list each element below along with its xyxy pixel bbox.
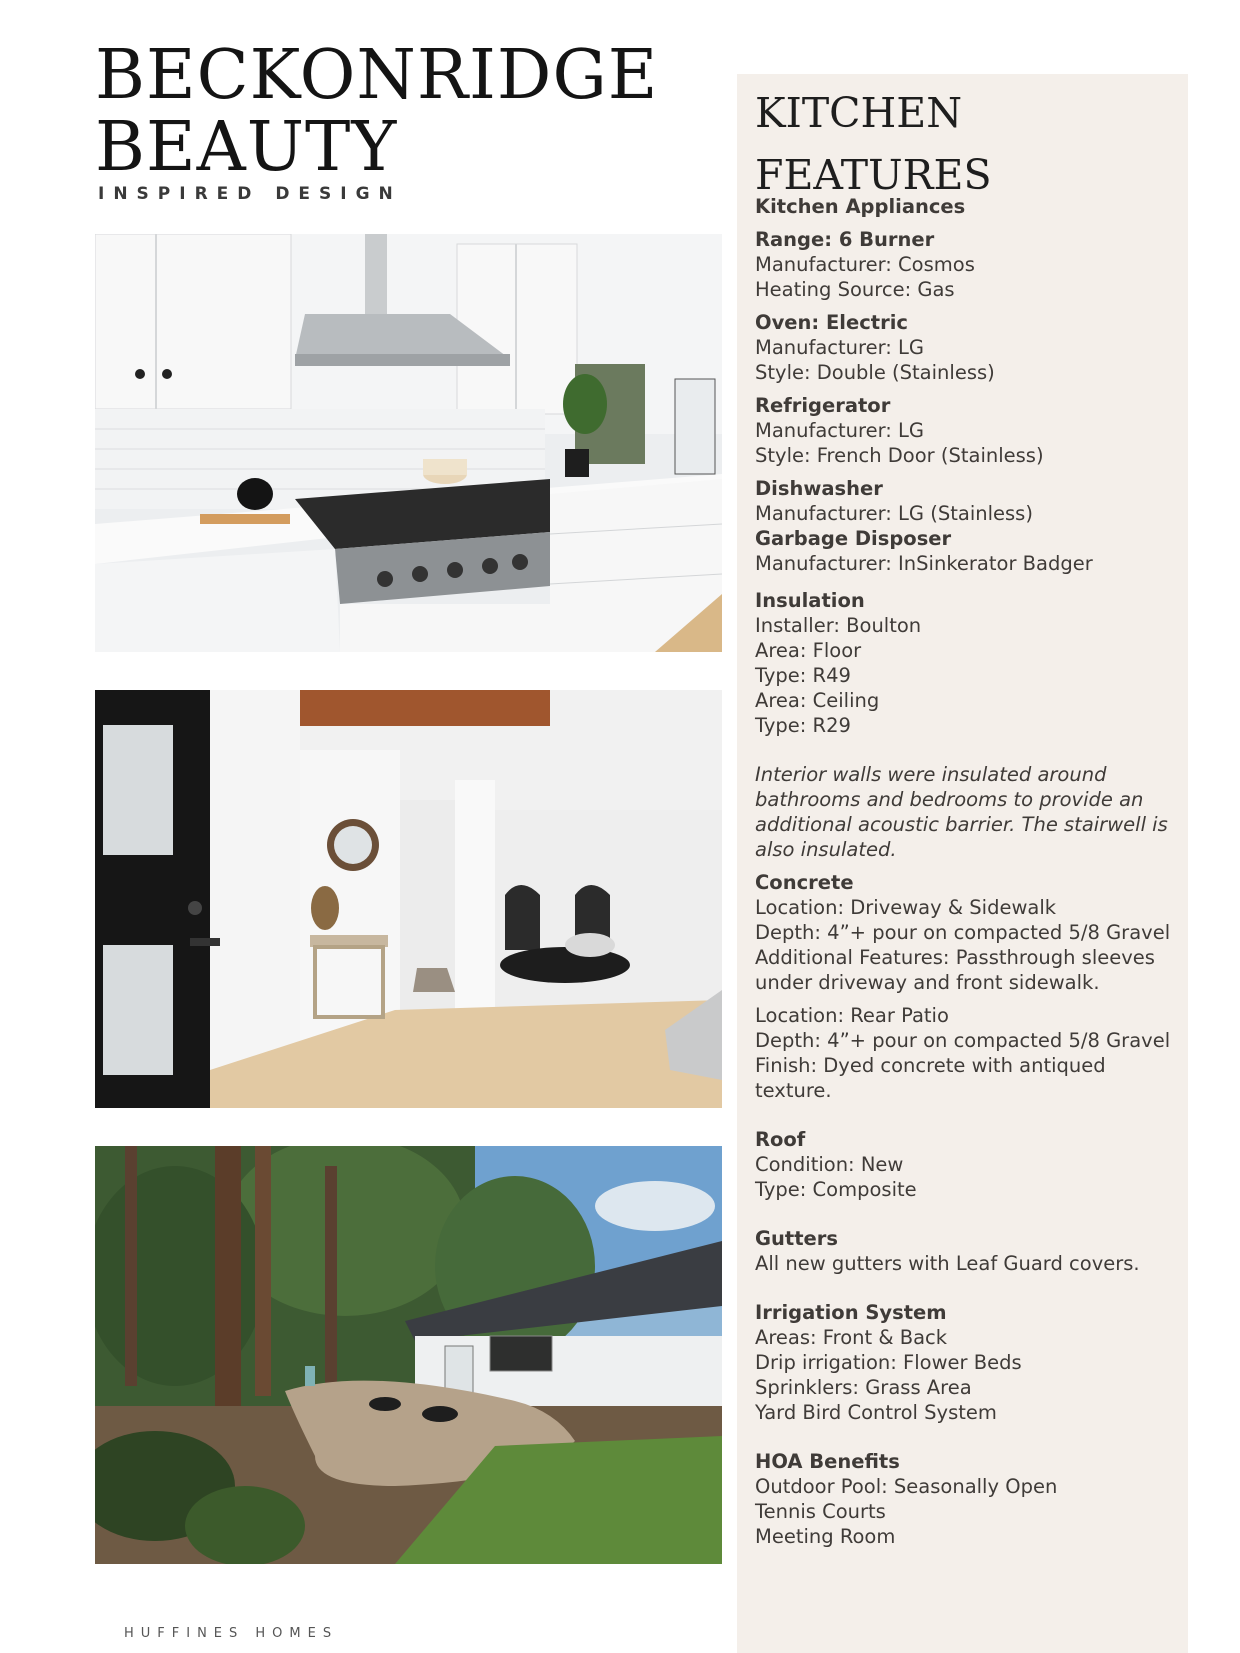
section-kitchen-appliances: Kitchen Appliances	[755, 195, 966, 218]
panel-title	[755, 82, 1175, 206]
hoa-heading: HOA Benefits	[755, 1450, 900, 1473]
concrete-depth-driveway: Depth: 4”+ pour on compacted 5/8 Gravel	[755, 921, 1171, 944]
concrete-additional-features: Additional Features: Passthrough sleeves under driveway and front sidewalk.	[755, 946, 1155, 994]
hallway-photo	[95, 690, 722, 1108]
irrigation-bird-control: Yard Bird Control System	[755, 1401, 997, 1424]
insulation-heading: Insulation	[755, 589, 865, 612]
insulation-installer: Installer: Boulton	[755, 614, 922, 637]
refrigerator-manufacturer: Manufacturer: LG	[755, 419, 925, 442]
title-line-1: BECKONRIDGE	[95, 36, 659, 115]
features-list	[755, 194, 1180, 1549]
page-subtitle: INSPIRED DESIGN	[98, 184, 402, 204]
gutters-heading: Gutters	[755, 1227, 838, 1250]
garbage-disposer-heading: Garbage Disposer	[755, 527, 952, 550]
range-heating-source: Heating Source: Gas	[755, 278, 955, 301]
refrigerator-heading: Refrigerator	[755, 394, 891, 417]
kitchen-photo	[95, 234, 722, 652]
irrigation-areas: Areas: Front & Back	[755, 1326, 948, 1349]
panel-title-line-1: KITCHEN	[755, 89, 963, 137]
footer-brand: HUFFINES HOMES	[124, 1626, 339, 1641]
range-heading: Range: 6 Burner	[755, 228, 935, 251]
oven-manufacturer: Manufacturer: LG	[755, 336, 925, 359]
gutters-description: All new gutters with Leaf Guard covers.	[755, 1252, 1140, 1275]
concrete-depth-patio: Depth: 4”+ pour on compacted 5/8 Gravel	[755, 1029, 1171, 1052]
irrigation-sprinklers: Sprinklers: Grass Area	[755, 1376, 972, 1399]
roof-type: Type: Composite	[755, 1178, 917, 1201]
roof-heading: Roof	[755, 1128, 806, 1151]
hoa-tennis: Tennis Courts	[755, 1500, 886, 1523]
oven-heading: Oven: Electric	[755, 311, 908, 334]
insulation-type-r29: Type: R29	[755, 714, 851, 737]
roof-condition: Condition: New	[755, 1153, 904, 1176]
hoa-pool: Outdoor Pool: Seasonally Open	[755, 1475, 1058, 1498]
range-manufacturer: Manufacturer: Cosmos	[755, 253, 975, 276]
panel-title-line-2: FEATURES	[755, 151, 992, 199]
concrete-heading: Concrete	[755, 871, 854, 894]
dishwasher-heading: Dishwasher	[755, 477, 883, 500]
concrete-location-driveway: Location: Driveway & Sidewalk	[755, 896, 1057, 919]
page-title	[95, 36, 715, 187]
insulation-area-floor: Area: Floor	[755, 639, 862, 662]
concrete-location-patio: Location: Rear Patio	[755, 1004, 949, 1027]
garbage-disposer-manufacturer: Manufacturer: InSinkerator Badger	[755, 552, 1093, 575]
insulation-note: Interior walls were insulated around bathrooms and bedrooms to provide an additional acoustic barrier. The stairwell is also insulated.	[755, 763, 1168, 861]
backyard-photo	[95, 1146, 722, 1564]
irrigation-heading: Irrigation System	[755, 1301, 947, 1324]
hoa-meeting-room: Meeting Room	[755, 1525, 896, 1548]
irrigation-drip: Drip irrigation: Flower Beds	[755, 1351, 1022, 1374]
oven-style: Style: Double (Stainless)	[755, 361, 995, 384]
dishwasher-manufacturer: Manufacturer: LG (Stainless)	[755, 502, 1033, 525]
insulation-type-r49: Type: R49	[755, 664, 851, 687]
insulation-area-ceiling: Area: Ceiling	[755, 689, 880, 712]
refrigerator-style: Style: French Door (Stainless)	[755, 444, 1044, 467]
concrete-finish: Finish: Dyed concrete with antiqued texture.	[755, 1054, 1106, 1102]
title-line-2: BEAUTY	[95, 108, 398, 187]
